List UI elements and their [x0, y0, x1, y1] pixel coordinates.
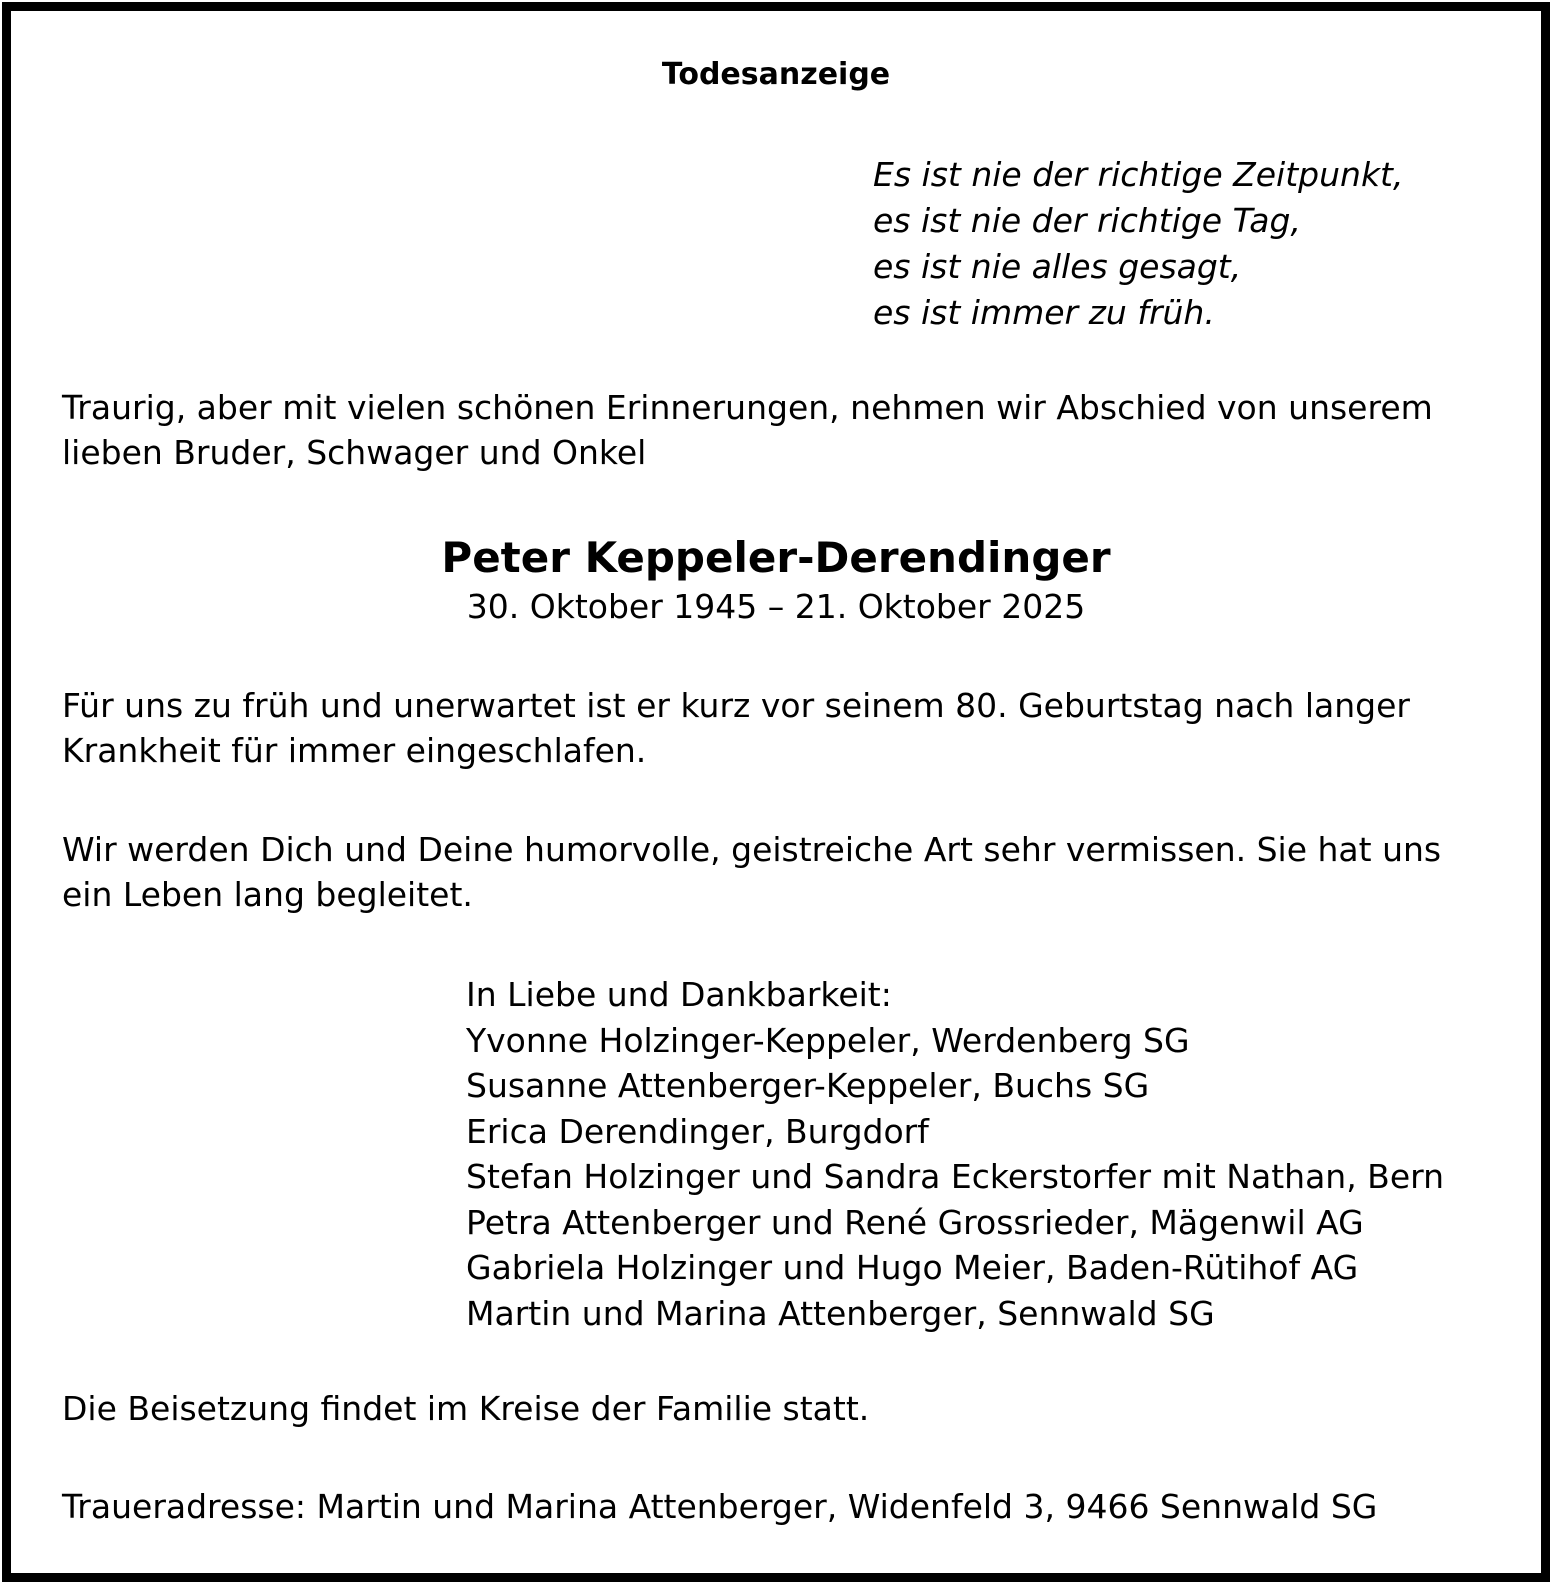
signers-block [466, 972, 1444, 1336]
life-dates: 30. Oktober 1945 – 21. Oktober 2025 [466, 587, 1086, 626]
signer: Stefan Holzinger und Sandra Eckerstorfer mit Nathan, Bern [466, 1157, 1445, 1196]
poem-line: es ist immer zu früh. [873, 293, 1215, 332]
poem-line: es ist nie der richtige Tag, [873, 201, 1301, 240]
poem [873, 152, 1403, 336]
paragraph-line: Für uns zu früh und unerwartet ist er kurz vor seinem 80. Geburtstag nach langer [62, 686, 1410, 725]
mourning-address: Traueradresse: Martin und Marina Attenberger, Widenfeld 3, 9466 Sennwald SG [62, 1487, 1378, 1526]
intro-paragraph [62, 385, 1433, 475]
paragraph-line: Krankheit für immer eingeschlafen. [62, 731, 647, 770]
signer: Petra Attenberger und René Grossrieder, Mägenwil AG [466, 1202, 1364, 1242]
paragraph-line: ein Leben lang begleitet. [62, 875, 473, 914]
intro-line: lieben Bruder, Schwager und Onkel [62, 433, 647, 472]
paragraph-1 [62, 683, 1410, 773]
paragraph-2 [62, 827, 1441, 917]
notice-title: Todesanzeige [661, 57, 891, 92]
signer: Susanne Attenberger-Keppeler, Buchs SG [466, 1066, 1150, 1105]
intro-line: Traurig, aber mit vielen schönen Erinnerungen, nehmen wir Abschied von unserem [62, 388, 1433, 427]
signer: Erica Derendinger, Burgdorf [466, 1111, 929, 1151]
signer: Gabriela Holzinger und Hugo Meier, Baden-Rütihof AG [466, 1248, 1359, 1287]
signers-heading: In Liebe und Dankbarkeit: [466, 975, 892, 1014]
poem-line: es ist nie alles gesagt, [873, 247, 1242, 286]
deceased-name: Peter Keppeler-Derendinger [441, 533, 1111, 582]
poem-line: Es ist nie der richtige Zeitpunkt, [873, 155, 1404, 194]
signer: Martin und Marina Attenberger, Sennwald SG [466, 1293, 1215, 1333]
burial-note: Die Beisetzung findet im Kreise der Familie statt. [62, 1389, 870, 1428]
paragraph-line: Wir werden Dich und Deine humorvolle, geistreiche Art sehr vermissen. Sie hat uns [62, 830, 1442, 869]
signer: Yvonne Holzinger-Keppeler, Werdenberg SG [466, 1020, 1190, 1060]
